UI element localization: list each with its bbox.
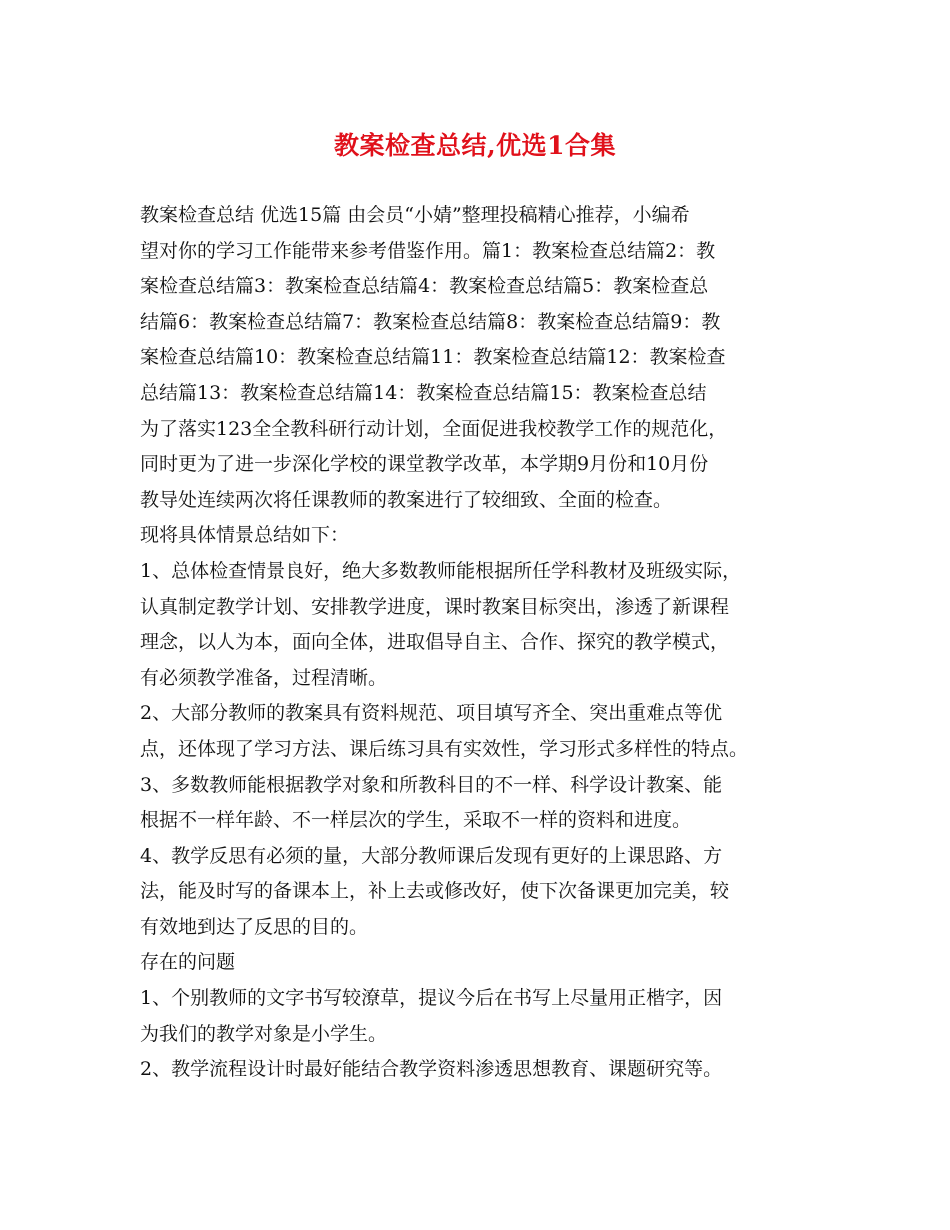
body-line: 有必须教学准备，过程清晰。 — [140, 666, 388, 689]
list-item: 2、教学流程设计时最好能结合教学资料渗透思想教育、课题研究等。 — [140, 1058, 723, 1081]
section-heading: 现将具体情景总结如下： — [140, 524, 350, 547]
body-line: 理念，以人为本，面向全体，进取倡导自主、合作、探究的教学模式， — [140, 631, 730, 654]
body-line: 为我们的教学对象是小学生。 — [140, 1022, 388, 1045]
body-line: 望对你的学习工作能带来参考借鉴作用。篇1：教案检查总结篇2：教 — [140, 239, 716, 262]
body-line: 法，能及时写的备课本上，补上去或修改好，使下次备课更加完美，较 — [140, 880, 730, 903]
document-body — [140, 198, 820, 1088]
list-item: 1、总体检查情景良好，绝大多数教师能根据所任学科教材及班级实际， — [140, 559, 742, 582]
body-line: 有效地到达了反思的目的。 — [140, 915, 369, 938]
body-line: 认真制定教学计划、安排教学进度，课时教案目标突出，渗透了新课程 — [140, 595, 730, 618]
body-line: 根据不一样年龄、不一样层次的学生，采取不一样的资料和进度。 — [140, 809, 692, 832]
body-line: 点，还体现了学习方法、课后练习具有实效性，学习形式多样性的特点。 — [140, 737, 749, 760]
body-line: 同时更为了进一步深化学校的课堂教学改革，本学期9月份和10月份 — [140, 453, 709, 476]
body-line: 为了落实123全全教科研行动计划，全面促进我校教学工作的规范化， — [140, 417, 728, 440]
body-line: 案检查总结篇3：教案检查总结篇4：教案检查总结篇5：教案检查总 — [140, 275, 709, 298]
list-item: 4、教学反思有必须的量，大部分教师课后发现有更好的上课思路、方 — [140, 844, 723, 867]
section-heading: 存在的问题 — [140, 951, 236, 974]
body-line: 结篇6：教案检查总结篇7：教案检查总结篇8：教案检查总结篇9：教 — [140, 310, 721, 333]
list-item: 2、大部分教师的教案具有资料规范、项目填写齐全、突出重难点等优 — [140, 702, 723, 725]
body-line: 总结篇13：教案检查总结篇14：教案检查总结篇15：教案检查总结 — [140, 381, 707, 404]
body-line: 案检查总结篇10：教案检查总结篇11：教案检查总结篇12：教案检查 — [140, 346, 726, 369]
list-item: 1、个别教师的文字书写较潦草，提议今后在书写上尽量用正楷字，因 — [140, 987, 723, 1010]
list-item: 3、多数教师能根据教学对象和所教科目的不一样、科学设计教案、能 — [140, 773, 723, 796]
body-line: 教导处连续两次将任课教师的教案进行了较细致、全面的检查。 — [140, 488, 673, 511]
body-line: 教案检查总结 优选15篇 由会员“小婧”整理投稿精心推荐，小编希 — [140, 204, 690, 226]
document-title: 教案检查总结,优选1合集 — [333, 131, 617, 160]
